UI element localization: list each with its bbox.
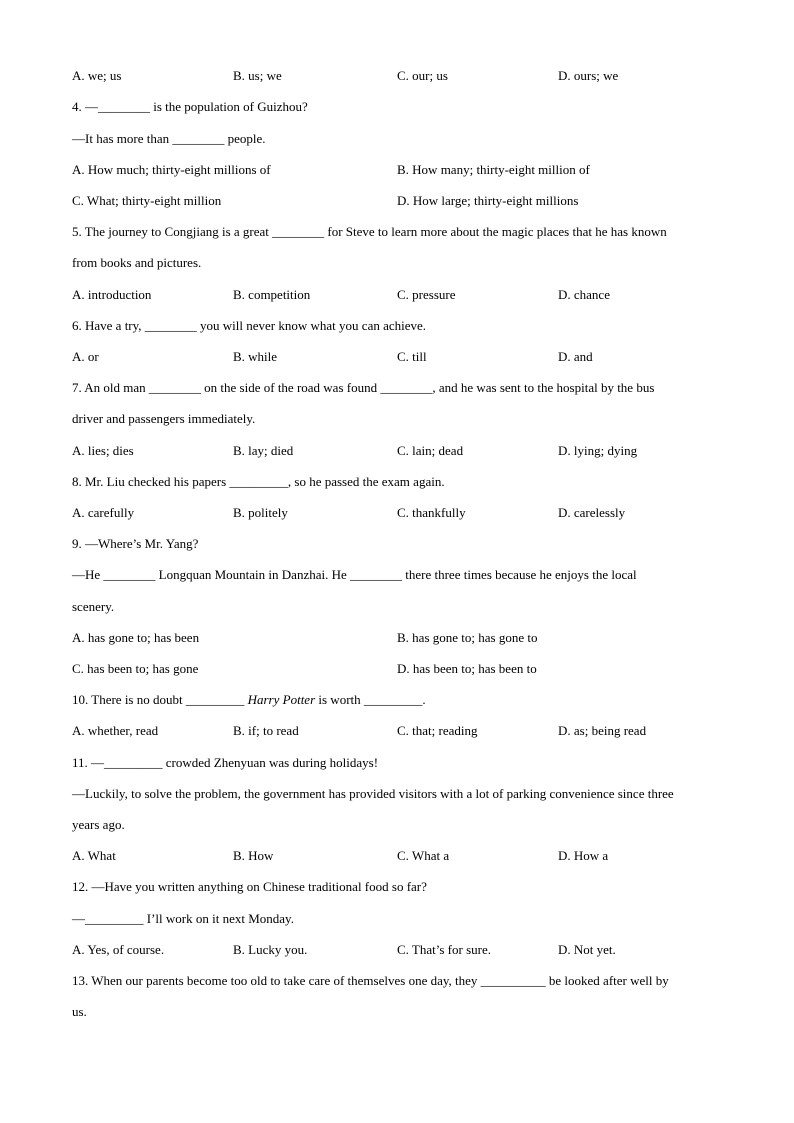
q4-stem-line-1: 4. —________ is the population of Guizhou? [72,99,308,114]
q9-option-a: A. has gone to; has been [72,630,200,645]
q12-option-a: A. Yes, of course. [72,942,165,957]
q10-book-title: Harry Potter [247,692,316,707]
q3-option-c: C. our; us [397,68,448,83]
q5-stem-line-1: 5. The journey to Congjiang is a great ________ for Steve to learn more about the magic places that he has known [72,224,667,239]
q10-stem-part-3: is worth _________. [315,692,426,707]
q9-option-c: C. has been to; has gone [72,661,199,676]
q11-stem-line-2: —Luckily, to solve the problem, the government has provided visitors with a lot of parking convenience since three [72,786,674,801]
q10-option-c: C. that; reading [397,723,478,738]
q7-option-b: B. lay; died [233,443,294,458]
q13-stem-line-1: 13. When our parents become too old to take care of themselves one day, they __________ be looked after well by [72,973,669,988]
q10-option-a: A. whether, read [72,723,159,738]
q4-option-d: D. How large; thirty-eight millions [397,193,579,208]
q6-stem-line-1: 6. Have a try, ________ you will never know what you can achieve. [72,318,427,333]
q8-stem-line-1: 8. Mr. Liu checked his papers _________, so he passed the exam again. [72,474,445,489]
q10-option-d: D. as; being read [558,723,647,738]
q8-option-b: B. politely [233,505,288,520]
q4-option-a: A. How much; thirty-eight millions of [72,162,271,177]
q10-option-b: B. if; to read [233,723,299,738]
q5-option-a: A. introduction [72,287,152,302]
q11-stem-line-1: 11. —_________ crowded Zhenyuan was during holidays! [72,755,379,770]
q12-option-c: C. That’s for sure. [397,942,491,957]
q9-stem-line-1: 9. —Where’s Mr. Yang? [72,536,199,551]
q12-option-d: D. Not yet. [558,942,616,957]
q7-option-a: A. lies; dies [72,443,134,458]
q9-option-d: D. has been to; has been to [397,661,537,676]
q6-option-d: D. and [558,349,593,364]
q11-stem-line-3: years ago. [72,817,125,832]
q8-option-d: D. carelessly [558,505,626,520]
q11-option-d: D. How a [558,848,609,863]
q5-option-b: B. competition [233,287,311,302]
q11-option-b: B. How [233,848,274,863]
q7-option-d: D. lying; dying [558,443,638,458]
q8-option-a: A. carefully [72,505,135,520]
q10-stem-line-1 [72,692,426,708]
q9-stem-line-3: scenery. [72,599,115,614]
q8-option-c: C. thankfully [397,505,466,520]
q7-stem-line-1: 7. An old man ________ on the side of the road was found ________, and he was sent to the hospital by the bus [72,380,655,395]
q12-stem-line-1: 12. —Have you written anything on Chinese traditional food so far? [72,879,427,894]
q13-stem-line-2: us. [72,1004,87,1019]
q6-option-c: C. till [397,349,427,364]
q3-option-b: B. us; we [233,68,282,83]
q5-option-c: C. pressure [397,287,456,302]
q3-option-a: A. we; us [72,68,122,83]
q6-option-a: A. or [72,349,99,364]
q5-stem-line-2: from books and pictures. [72,255,202,270]
q7-stem-line-2: driver and passengers immediately. [72,411,256,426]
q4-option-c: C. What; thirty-eight million [72,193,222,208]
q10-stem-part-1: 10. There is no doubt _________ [72,692,248,707]
q9-stem-line-2: —He ________ Longquan Mountain in Danzhai. He ________ there three times because he enjoys the local [72,567,637,582]
q9-option-b: B. has gone to; has gone to [397,630,538,645]
q11-option-c: C. What a [397,848,450,863]
q11-option-a: A. What [72,848,116,863]
q4-stem-line-2: —It has more than ________ people. [72,131,266,146]
q7-option-c: C. lain; dead [397,443,464,458]
q6-option-b: B. while [233,349,278,364]
q12-stem-line-2: —_________ I’ll work on it next Monday. [72,911,294,926]
q3-option-d: D. ours; we [558,68,619,83]
q4-option-b: B. How many; thirty-eight million of [397,162,590,177]
q12-option-b: B. Lucky you. [233,942,308,957]
q5-option-d: D. chance [558,287,610,302]
